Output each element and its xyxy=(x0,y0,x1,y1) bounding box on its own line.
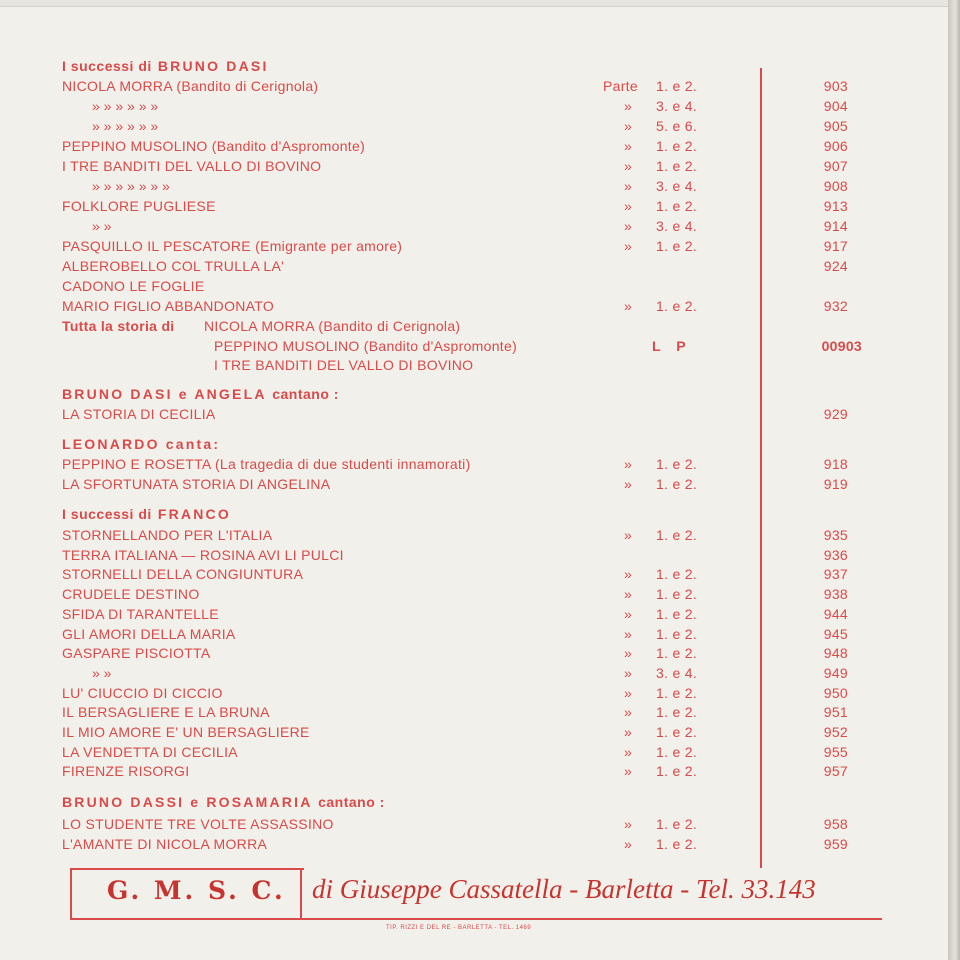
tutta-storia-row xyxy=(0,338,948,358)
song-row xyxy=(0,704,948,724)
song-prefix: » xyxy=(623,605,633,622)
song-sides: 1. e 2. xyxy=(656,456,698,472)
song-prefix: » xyxy=(623,704,633,721)
song-prefix: » xyxy=(623,98,633,114)
song-row xyxy=(0,606,948,626)
section-header-artist: BRUNO DASSI e ROSAMARIA xyxy=(62,794,312,810)
song-sides: 1. e 2. xyxy=(656,763,698,780)
catalog-number: 958 xyxy=(823,816,848,832)
catalog-number: 903 xyxy=(823,78,848,94)
song-prefix: » xyxy=(623,476,633,492)
song-prefix: » xyxy=(623,178,633,194)
song-title: PEPPINO MUSOLINO (Bandito d'Aspromonte) xyxy=(62,138,366,154)
song-row xyxy=(0,178,948,198)
catalog-number: 936 xyxy=(823,546,848,563)
song-sides: 1. e 2. xyxy=(656,198,698,214)
song-prefix: » xyxy=(623,645,633,662)
section-header-lead: I successi di xyxy=(62,506,152,522)
song-sides: 1. e 2. xyxy=(656,743,698,760)
song-row xyxy=(0,158,948,178)
song-sides: 3. e 4. xyxy=(656,218,698,234)
song-title: LO STUDENTE TRE VOLTE ASSASSINO xyxy=(62,816,334,832)
sleeve-right-edge xyxy=(948,0,960,960)
song-title: LA STORIA DI CECILIA xyxy=(62,406,216,422)
catalog-number: 935 xyxy=(823,527,848,543)
song-row xyxy=(0,626,948,646)
song-row xyxy=(0,665,948,685)
tutta-storia-title-3: I TRE BANDITI DEL VALLO DI BOVINO xyxy=(214,357,474,373)
section-header-leonardo xyxy=(62,436,220,452)
song-sides: 1. e 2. xyxy=(656,836,698,852)
song-sides: 1. e 2. xyxy=(656,605,698,622)
lp-format-label: L P xyxy=(652,338,692,354)
song-row xyxy=(0,198,948,218)
song-title: SFIDA DI TARANTELLE xyxy=(62,605,219,622)
song-title: » » » » » » xyxy=(92,98,159,114)
song-sides: 1. e 2. xyxy=(656,566,698,583)
song-row xyxy=(0,547,948,567)
gmsc-logo: G. M. S. C. xyxy=(107,876,286,905)
song-prefix: » xyxy=(623,527,633,543)
song-prefix: Parte xyxy=(603,78,638,94)
song-prefix: » xyxy=(623,625,633,642)
song-sides: 1. e 2. xyxy=(656,78,698,94)
song-title: FIRENZE RISORGI xyxy=(62,763,190,780)
printer-credit: TIP. RIZZI E DEL RE - BARLETTA - TEL. 1469 xyxy=(386,925,532,931)
sleeve-top-edge xyxy=(0,0,948,7)
song-sides: 1. e 2. xyxy=(656,527,698,543)
song-sides: 1. e 2. xyxy=(656,645,698,662)
logo-frame-divider xyxy=(300,868,302,920)
catalog-number: 906 xyxy=(823,138,848,154)
section-header-angela xyxy=(62,386,339,402)
song-row xyxy=(0,78,948,98)
catalog-number: 951 xyxy=(823,704,848,721)
song-row xyxy=(0,476,948,496)
song-sides: 1. e 2. xyxy=(656,476,698,492)
song-title: FOLKLORE PUGLIESE xyxy=(62,198,216,214)
song-prefix: » xyxy=(623,138,633,154)
song-title: IL BERSAGLIERE E LA BRUNA xyxy=(62,704,270,721)
catalog-number: 907 xyxy=(823,158,848,174)
song-sides: 3. e 4. xyxy=(656,178,698,194)
section-header-artist: FRANCO xyxy=(157,506,231,522)
song-row xyxy=(0,724,948,744)
catalog-number: 924 xyxy=(823,258,848,274)
section-header-bruno-dasi xyxy=(62,58,269,74)
catalog-number: 948 xyxy=(823,645,848,662)
song-row xyxy=(0,138,948,158)
song-sides: 1. e 2. xyxy=(656,298,698,314)
catalog-number: 957 xyxy=(823,763,848,780)
section-header-verb: cantano : xyxy=(318,794,385,810)
song-sides: 1. e 2. xyxy=(656,238,698,254)
tutta-storia-row xyxy=(0,318,948,338)
catalog-number: 908 xyxy=(823,178,848,194)
song-row xyxy=(0,218,948,238)
song-title: I TRE BANDITI DEL VALLO DI BOVINO xyxy=(62,158,322,174)
song-row xyxy=(0,685,948,705)
catalog-number: 950 xyxy=(823,684,848,701)
song-row xyxy=(0,98,948,118)
song-title: STORNELLI DELLA CONGIUNTURA xyxy=(62,566,304,583)
song-prefix: » xyxy=(623,684,633,701)
song-title: CADONO LE FOGLIE xyxy=(62,278,205,294)
song-sides: 1. e 2. xyxy=(656,816,698,832)
song-title: MARIO FIGLIO ABBANDONATO xyxy=(62,298,275,314)
song-title: » » » » » » » xyxy=(92,178,170,194)
lp-catalog-number: 00903 xyxy=(821,338,862,354)
section-header-artist: LEONARDO canta: xyxy=(62,436,221,452)
song-prefix: » xyxy=(623,743,633,760)
song-sides: 5. e 6. xyxy=(656,118,698,134)
song-row xyxy=(0,836,948,856)
song-sides: 1. e 2. xyxy=(656,138,698,154)
song-row xyxy=(0,278,948,298)
song-row xyxy=(0,298,948,318)
catalog-number: 919 xyxy=(823,476,848,492)
song-title: ALBEROBELLO COL TRULLA LA' xyxy=(62,258,285,274)
section-header-artist: BRUNO DASI e ANGELA xyxy=(62,386,267,402)
section-header-franco xyxy=(62,506,231,522)
song-sides: 1. e 2. xyxy=(656,684,698,701)
song-row xyxy=(0,763,948,783)
section-header-artist: BRUNO DASI xyxy=(157,58,269,74)
song-row xyxy=(0,566,948,586)
catalog-number: 918 xyxy=(823,456,848,472)
tutta-storia-lead: Tutta la storia di xyxy=(62,318,175,334)
song-title: PASQUILLO IL PESCATORE (Emigrante per amore) xyxy=(62,238,403,254)
catalog-number: 914 xyxy=(823,218,848,234)
song-row xyxy=(0,816,948,836)
catalog-number: 959 xyxy=(823,836,848,852)
song-prefix: » xyxy=(623,836,633,852)
tutta-storia-title-2: PEPPINO MUSOLINO (Bandito d'Aspromonte) xyxy=(214,338,518,354)
section-header-verb: cantano : xyxy=(272,386,339,402)
song-row xyxy=(0,645,948,665)
song-prefix: » xyxy=(623,816,633,832)
song-prefix: » xyxy=(623,664,633,681)
catalog-number: 913 xyxy=(823,198,848,214)
song-title: TERRA ITALIANA — ROSINA AVI LI PULCI xyxy=(62,546,344,563)
song-title: » » xyxy=(92,664,112,681)
song-row xyxy=(0,456,948,476)
song-title: NICOLA MORRA (Bandito di Cerignola) xyxy=(62,78,319,94)
song-prefix: » xyxy=(623,456,633,472)
song-row xyxy=(0,258,948,278)
catalog-number: 917 xyxy=(823,238,848,254)
song-title: CRUDELE DESTINO xyxy=(62,586,200,603)
song-sides: 1. e 2. xyxy=(656,625,698,642)
song-prefix: » xyxy=(623,198,633,214)
song-prefix: » xyxy=(623,158,633,174)
catalog-number: 945 xyxy=(823,625,848,642)
catalog-number: 904 xyxy=(823,98,848,114)
catalog-number: 938 xyxy=(823,586,848,603)
song-title: L'AMANTE DI NICOLA MORRA xyxy=(62,836,268,852)
song-title: PEPPINO E ROSETTA (La tragedia di due studenti innamorati) xyxy=(62,456,471,472)
song-title: LA SFORTUNATA STORIA DI ANGELINA xyxy=(62,476,331,492)
section-header-lead: I successi di xyxy=(62,58,152,74)
song-sides: 1. e 2. xyxy=(656,724,698,740)
catalog-number: 929 xyxy=(823,406,848,422)
song-row xyxy=(0,238,948,258)
section-header-rosamaria xyxy=(62,794,385,810)
song-title: IL MIO AMORE E' UN BERSAGLIERE xyxy=(62,724,310,740)
tutta-storia-title-1: NICOLA MORRA (Bandito di Cerignola) xyxy=(204,318,461,334)
song-sides: 1. e 2. xyxy=(656,704,698,721)
song-sides: 3. e 4. xyxy=(656,664,698,681)
song-row xyxy=(0,406,948,426)
catalog-number: 944 xyxy=(823,605,848,622)
catalog-number: 949 xyxy=(823,664,848,681)
song-title: LA VENDETTA DI CECILIA xyxy=(62,743,238,760)
song-prefix: » xyxy=(623,724,633,740)
song-prefix: » xyxy=(623,298,633,314)
catalog-number: 937 xyxy=(823,566,848,583)
footer-rule xyxy=(70,918,882,920)
song-row xyxy=(0,744,948,764)
tutta-storia-row xyxy=(0,357,948,377)
song-title: GLI AMORI DELLA MARIA xyxy=(62,625,236,642)
song-title: LU' CIUCCIO DI CICCIO xyxy=(62,684,223,701)
song-sides: 1. e 2. xyxy=(656,586,698,603)
catalog-number: 905 xyxy=(823,118,848,134)
catalog-number: 955 xyxy=(823,743,848,760)
song-title: GASPARE PISCIOTTA xyxy=(62,645,211,662)
publisher-line: di Giuseppe Cassatella - Barletta - Tel. 33.143 xyxy=(312,874,816,904)
song-title: » » xyxy=(92,218,112,234)
song-prefix: » xyxy=(623,586,633,603)
song-row xyxy=(0,527,948,547)
song-title: STORNELLANDO PER L'ITALIA xyxy=(62,527,273,543)
song-prefix: » xyxy=(623,566,633,583)
song-title: » » » » » » xyxy=(92,118,159,134)
song-row xyxy=(0,118,948,138)
song-sides: 1. e 2. xyxy=(656,158,698,174)
catalog-number: 952 xyxy=(823,724,848,740)
song-prefix: » xyxy=(623,218,633,234)
catalog-number: 932 xyxy=(823,298,848,314)
song-row xyxy=(0,586,948,606)
song-prefix: » xyxy=(623,763,633,780)
song-prefix: » xyxy=(623,118,633,134)
song-sides: 3. e 4. xyxy=(656,98,698,114)
song-prefix: » xyxy=(623,238,633,254)
